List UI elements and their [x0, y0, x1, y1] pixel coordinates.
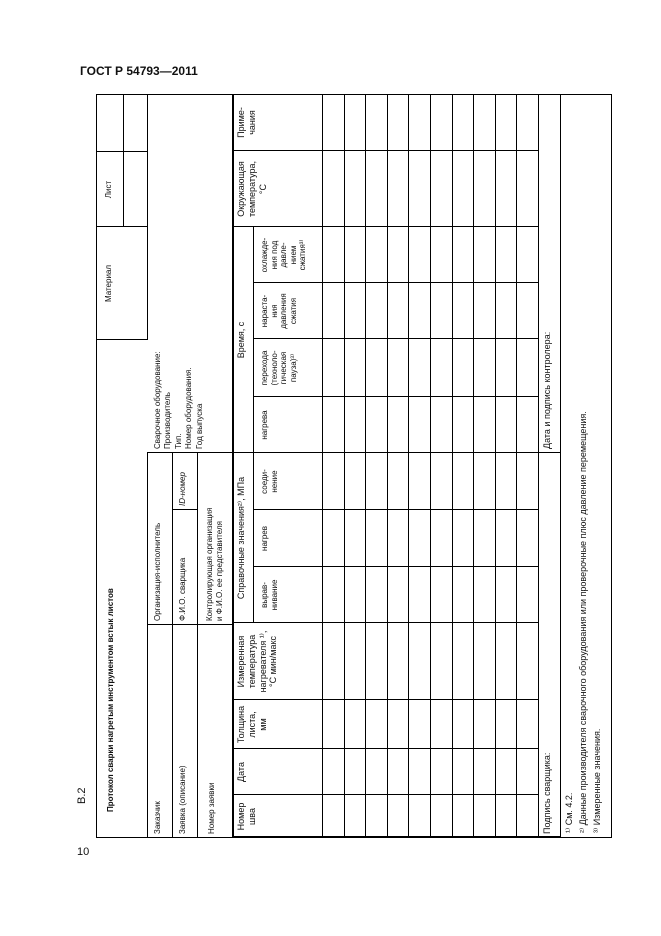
page-number: 10	[77, 846, 90, 858]
grid-line	[123, 94, 124, 227]
grid-line	[560, 94, 561, 838]
inspector-signature[interactable]: Дата и подпись контролера:	[542, 331, 552, 449]
grid-line	[232, 836, 560, 838]
col-time-rise: нараста- ния давления сжатия	[260, 293, 298, 329]
footnote-3: ³⁾ Измеренные значения.	[592, 728, 602, 833]
grid-line	[430, 94, 431, 838]
footnote-1: ¹⁾ См. 4.2.	[564, 792, 574, 833]
col-time-cooling: охлажде- ния под давле- нием сжатия³⁾	[260, 237, 308, 273]
welder-name-field[interactable]: Ф.И.О. сварщика	[178, 557, 187, 621]
col-ref-heating: нагрев	[260, 526, 269, 551]
material-field[interactable]: Материал	[104, 264, 113, 303]
grid-line	[232, 150, 538, 151]
order-number-field[interactable]: Номер заявки	[207, 782, 216, 834]
grid-line	[232, 94, 234, 838]
footnote-2: ²⁾ Данные производителя сварочного оборудования или проверочные плюс давление перемещения.	[578, 411, 588, 833]
customer-field[interactable]: Заказчик	[153, 801, 162, 834]
grid-line	[172, 453, 173, 838]
grid-line	[96, 226, 147, 227]
grid-line	[96, 151, 147, 152]
grid-line	[408, 94, 409, 838]
id-number-field[interactable]: ID-номер	[178, 472, 187, 506]
grid-line	[232, 226, 538, 227]
col-ref-joining: соеди- нение	[260, 469, 279, 494]
col-ref-alignment: вырав- нивание	[260, 579, 279, 611]
grid-line	[232, 452, 538, 453]
grid-line	[344, 94, 345, 838]
sheet-field[interactable]: Лист	[104, 180, 113, 199]
grid-line	[452, 94, 453, 838]
grid-line	[538, 452, 560, 453]
welding-protocol-form	[76, 94, 612, 838]
grid-line	[147, 453, 148, 838]
col-time-group: Время, с	[236, 321, 246, 359]
grid-line	[322, 94, 323, 838]
contractor-field[interactable]: Организация-исполнитель	[153, 522, 162, 621]
grid-line	[516, 94, 517, 838]
order-description-field[interactable]: Заявка (описание)	[178, 765, 187, 834]
equipment-field[interactable]: Сварочное оборудование: Производитель Тип. Номер оборудования. Год выпуска	[153, 351, 204, 449]
inspector-org-field[interactable]: Контролирующая организация и Ф.И.О. ее представителя	[205, 507, 224, 621]
grid-line	[232, 794, 538, 795]
form-title: Протокол сварки нагретым инструментом встык листов	[106, 588, 115, 812]
grid-line	[232, 622, 538, 623]
col-seam-number: Номер шва	[236, 802, 257, 831]
grid-line	[197, 453, 198, 838]
grid-line	[473, 94, 474, 838]
grid-line	[253, 396, 538, 397]
grid-line	[147, 452, 232, 453]
grid-line	[495, 94, 496, 838]
section-number: B.2	[76, 787, 88, 804]
grid-line	[96, 339, 147, 340]
grid-line	[253, 227, 254, 453]
grid-line	[611, 94, 612, 838]
grid-line	[172, 509, 197, 510]
col-thickness: Толщина листа, мм	[236, 705, 268, 744]
grid-line	[365, 94, 366, 838]
welder-signature[interactable]: Подпись сварщика:	[542, 752, 552, 834]
col-reference-group: Справочные значения²⁾, МПа	[236, 476, 246, 600]
col-time-heating: нагрева	[260, 410, 269, 440]
col-ambient-temp: Окружающая температура, °С	[236, 160, 268, 218]
grid-line	[232, 748, 538, 749]
grid-line	[387, 94, 388, 838]
grid-line	[147, 624, 232, 625]
grid-line	[96, 94, 97, 838]
col-date: Дата	[236, 762, 246, 782]
col-measured-temp: Измеренная температура нагревателя ¹⁾, °С мин/макс	[236, 630, 279, 693]
grid-line	[96, 94, 612, 95]
grid-line	[253, 338, 538, 339]
grid-line	[538, 94, 539, 838]
grid-line	[253, 453, 254, 623]
document-code: ГОСТ Р 54793—2011	[80, 64, 198, 78]
grid-line	[253, 509, 538, 510]
col-notes: Приме- чания	[236, 107, 257, 138]
grid-line	[147, 94, 148, 340]
grid-line	[253, 282, 538, 283]
grid-line	[253, 566, 538, 567]
col-time-transition: перехода (техноло- гическая пауза)³⁾	[260, 350, 298, 386]
grid-line	[232, 699, 538, 700]
